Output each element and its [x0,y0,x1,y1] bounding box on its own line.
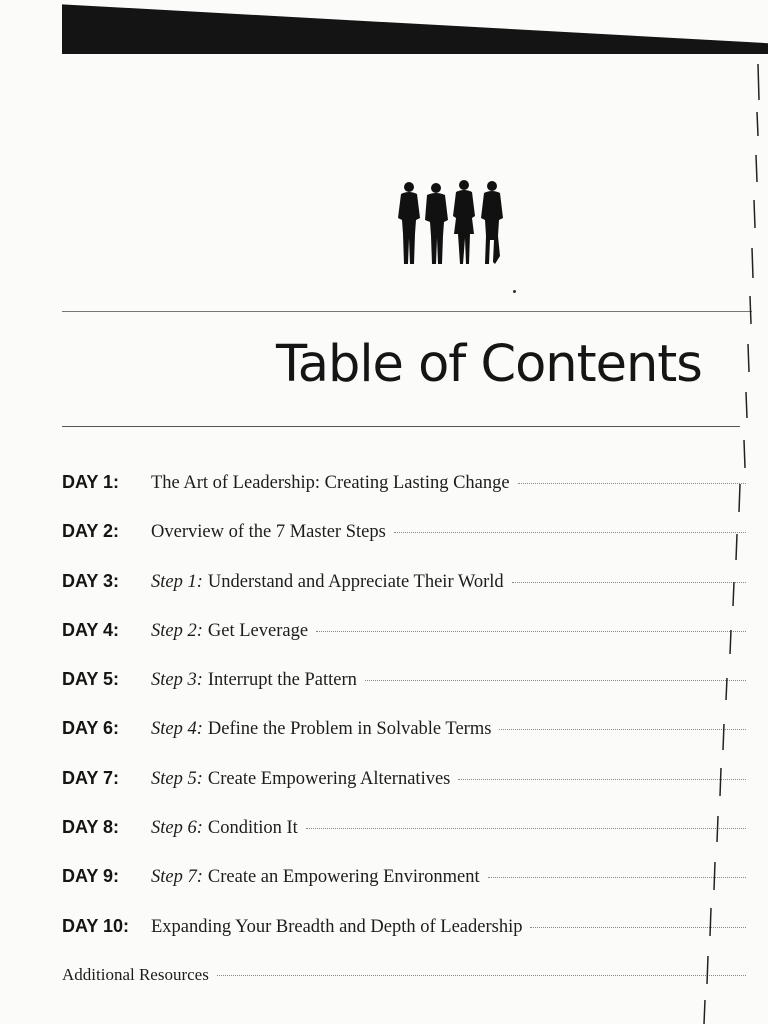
entry-title-group [151,917,752,938]
step-label: Step 2: [151,620,203,641]
toc-entry-day-10[interactable] [62,916,752,965]
day-label: DAY 10: [62,915,130,936]
day-label: DAY 6: [62,718,120,739]
step-label: Step 7: [151,867,203,888]
dot-leader [488,877,746,878]
entry-title: Condition It [207,818,298,839]
toc-entry-day-3[interactable] [62,571,752,620]
toc-entry-day-1[interactable] [62,472,752,521]
entry-title-group [151,719,752,740]
day-label: DAY 9: [62,866,120,887]
entry-title-group [151,572,752,593]
toc-entry-day-5[interactable] [62,669,752,718]
entry-title: The Art of Leadership: Creating Lasting Change [151,473,510,493]
entry-title-group [151,621,752,642]
dot-leader [217,975,746,976]
dot-leader [499,729,746,730]
dot-leader [512,582,746,583]
toc-entry-day-4[interactable] [62,620,752,669]
toc-entry-additional-resources[interactable] [62,965,752,1014]
entry-title: Expanding Your Breadth and Depth of Leadership [151,916,523,937]
entry-title-group [151,818,752,839]
day-label: DAY 7: [62,767,120,788]
entry-title: Create Empowering Alternatives [207,768,451,789]
speck-mark [513,290,516,293]
entry-title-group [151,769,752,790]
title-top-rule [62,311,752,312]
entry-title-group [151,473,752,494]
entry-title: Interrupt the Pattern [207,670,357,691]
day-label: DAY 1: [62,472,120,492]
entry-title: Overview of the 7 Master Steps [151,522,386,543]
entry-title: Get Leverage [207,620,309,641]
dot-leader [518,483,746,484]
toc-entry-day-2[interactable] [62,521,752,570]
step-label: Step 5: [151,768,203,789]
entry-title: Additional Resources [62,964,209,984]
entry-title-group [62,965,752,985]
title-bottom-rule [62,426,740,427]
dot-leader [394,532,746,533]
toc-entry-day-6[interactable] [62,718,752,767]
toc-entry-day-8[interactable] [62,817,752,866]
dot-leader [316,631,746,632]
dot-leader [530,927,746,928]
toc-entry-day-7[interactable] [62,768,752,817]
entry-title: Create an Empowering Environment [207,867,480,888]
day-label: DAY 2: [62,521,120,542]
day-label: DAY 3: [62,570,120,591]
dot-leader [458,779,746,780]
step-label: Step 1: [151,571,203,592]
entry-title-group [151,867,752,888]
toc-entry-day-9[interactable] [62,866,752,915]
dot-leader [306,828,746,829]
step-label: Step 3: [151,670,203,691]
table-of-contents [62,472,752,1014]
people-silhouette-icon [392,178,510,268]
entry-title: Define the Problem in Solvable Terms [207,719,492,740]
header-black-band [62,0,768,54]
day-label: DAY 4: [62,619,120,640]
page-title: Table of Contents [276,335,702,394]
step-label: Step 6: [151,818,203,839]
entry-title-group [151,670,752,691]
dot-leader [365,680,746,681]
day-label: DAY 5: [62,669,120,690]
entry-title-group [151,522,752,543]
step-label: Step 4: [151,719,203,740]
day-label: DAY 8: [62,817,120,838]
entry-title: Understand and Appreciate Their World [207,571,504,592]
